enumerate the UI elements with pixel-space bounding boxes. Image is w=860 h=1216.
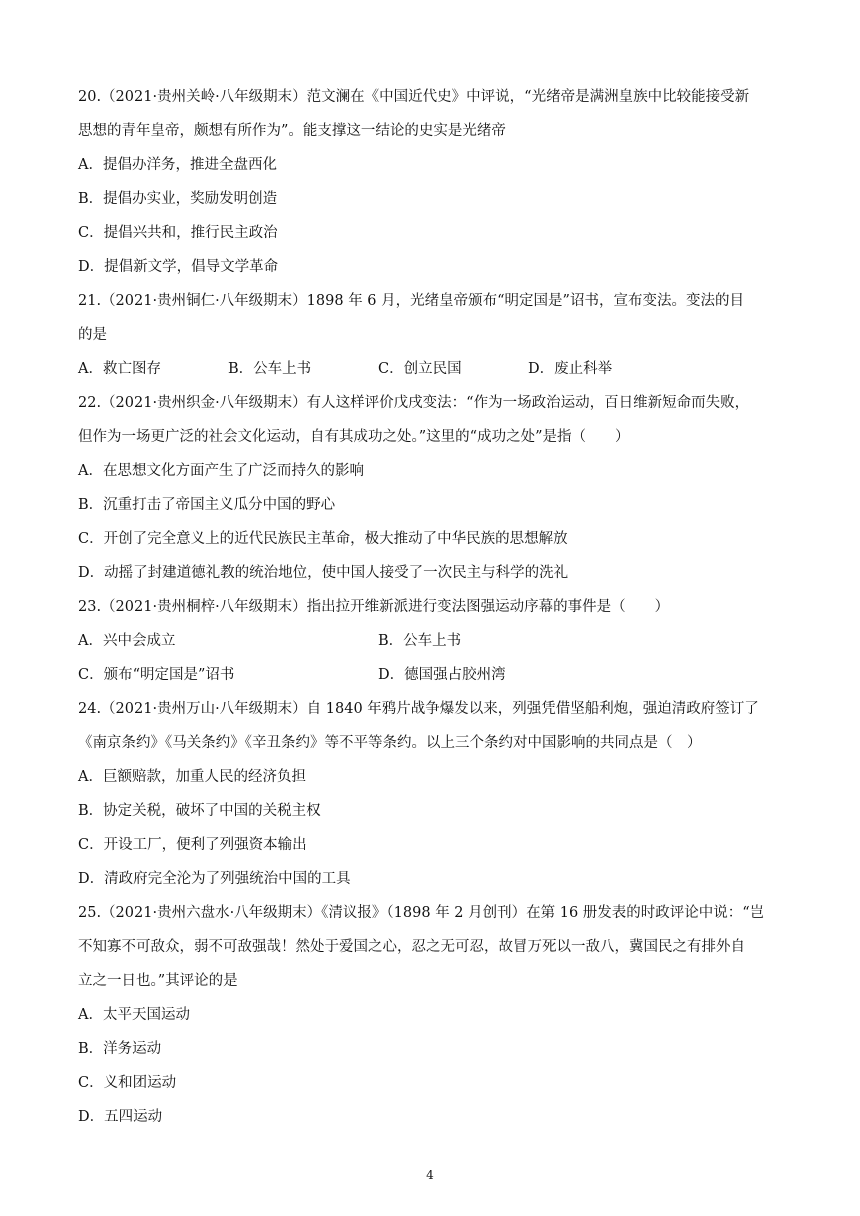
option-b: B．提倡办实业，奖励发明创造 xyxy=(78,191,278,207)
option-b: B．公车上书 xyxy=(228,361,312,377)
option-a: A．在思想文化方面产生了广泛而持久的影响 xyxy=(78,463,364,479)
option-b: B．公车上书 xyxy=(378,633,462,649)
options-row xyxy=(78,358,782,392)
option-c: C．提倡兴共和，推行民主政治 xyxy=(78,225,278,241)
question-stem-line: 但作为一场更广泛的社会文化运动，自有其成功之处。”这里的“成功之处”是指（ ） xyxy=(78,429,630,445)
option-a: A．巨额赔款，加重人民的经济负担 xyxy=(78,769,306,785)
option-a: A．提倡办洋务，推进全盘西化 xyxy=(78,157,277,173)
question-stem-line: 立之一日也。”其评论的是 xyxy=(78,973,238,989)
options-row xyxy=(78,664,782,698)
option-a: A．救亡图存 xyxy=(78,361,161,377)
question-20 xyxy=(78,86,782,290)
option-b: B．沉重打击了帝国主义瓜分中国的野心 xyxy=(78,497,336,513)
question-stem-line: 《南京条约》《马关条约》《辛丑条约》等不平等条约。以上三个条约对中国影响的共同点是（ ） xyxy=(78,735,702,751)
question-stem-line: 的是 xyxy=(78,327,107,343)
question-23 xyxy=(78,596,782,698)
question-24 xyxy=(78,698,782,902)
option-b: B．洋务运动 xyxy=(78,1041,162,1057)
question-stem-line: 23.（2021·贵州桐梓·八年级期末）指出拉开维新派进行变法图强运动序幕的事件是（ ） xyxy=(78,599,670,615)
option-c: C．创立民国 xyxy=(378,361,462,377)
option-c: C．开创了完全意义上的近代民族民主革命，极大推动了中华民族的思想解放 xyxy=(78,531,568,547)
option-c: C．义和团运动 xyxy=(78,1075,177,1091)
question-stem-line: 24.（2021·贵州万山·八年级期末）自 1840 年鸦片战争爆发以来，列强凭借坚船利炮，强迫清政府签订了 xyxy=(78,701,759,717)
option-d: D．提倡新文学，倡导文学革命 xyxy=(78,259,279,275)
question-list xyxy=(78,86,782,1140)
option-c: C．颁布“明定国是”诏书 xyxy=(78,667,235,683)
question-stem-line: 20.（2021·贵州关岭·八年级期末）范文澜在《中国近代史》中评说，“光绪帝是满洲皇族中比较能接受新 xyxy=(78,89,750,105)
question-stem-line: 21.（2021·贵州铜仁·八年级期末）1898 年 6 月，光绪皇帝颁布“明定国是”诏书，宣布变法。变法的目 xyxy=(78,293,744,309)
question-stem-line: 思想的青年皇帝，颇想有所作为”。能支撑这一结论的史实是光绪帝 xyxy=(78,123,506,139)
option-d: D．五四运动 xyxy=(78,1109,163,1125)
option-d: D．废止科举 xyxy=(528,361,613,377)
option-d: D．德国强占胶州湾 xyxy=(378,667,506,683)
question-22 xyxy=(78,392,782,596)
options-row xyxy=(78,630,782,664)
question-25 xyxy=(78,902,782,1140)
option-b: B．协定关税，破坏了中国的关税主权 xyxy=(78,803,321,819)
question-stem-line: 25.（2021·贵州六盘水·八年级期末）《清议报》（1898 年 2 月创刊）在第 16 册发表的时政评论中说：“岂 xyxy=(78,905,765,921)
question-21 xyxy=(78,290,782,392)
option-d: D．清政府完全沦为了列强统治中国的工具 xyxy=(78,871,351,887)
question-stem-line: 22.（2021·贵州织金·八年级期末）有人这样评价戊戌变法：“作为一场政治运动，百日维新短命而失败， xyxy=(78,395,750,411)
question-stem-line: 不知寡不可敌众，弱不可敌强哉！然处于爱国之心，忍之无可忍，故冒万死以一敌八，冀国民之有排外自 xyxy=(78,939,745,955)
option-a: A．太平天国运动 xyxy=(78,1007,190,1023)
option-a: A．兴中会成立 xyxy=(78,633,176,649)
option-c: C．开设工厂，便利了列强资本输出 xyxy=(78,837,307,853)
page-number: 4 xyxy=(426,1168,434,1182)
option-d: D．动摇了封建道德礼教的统治地位，使中国人接受了一次民主与科学的洗礼 xyxy=(78,565,569,581)
